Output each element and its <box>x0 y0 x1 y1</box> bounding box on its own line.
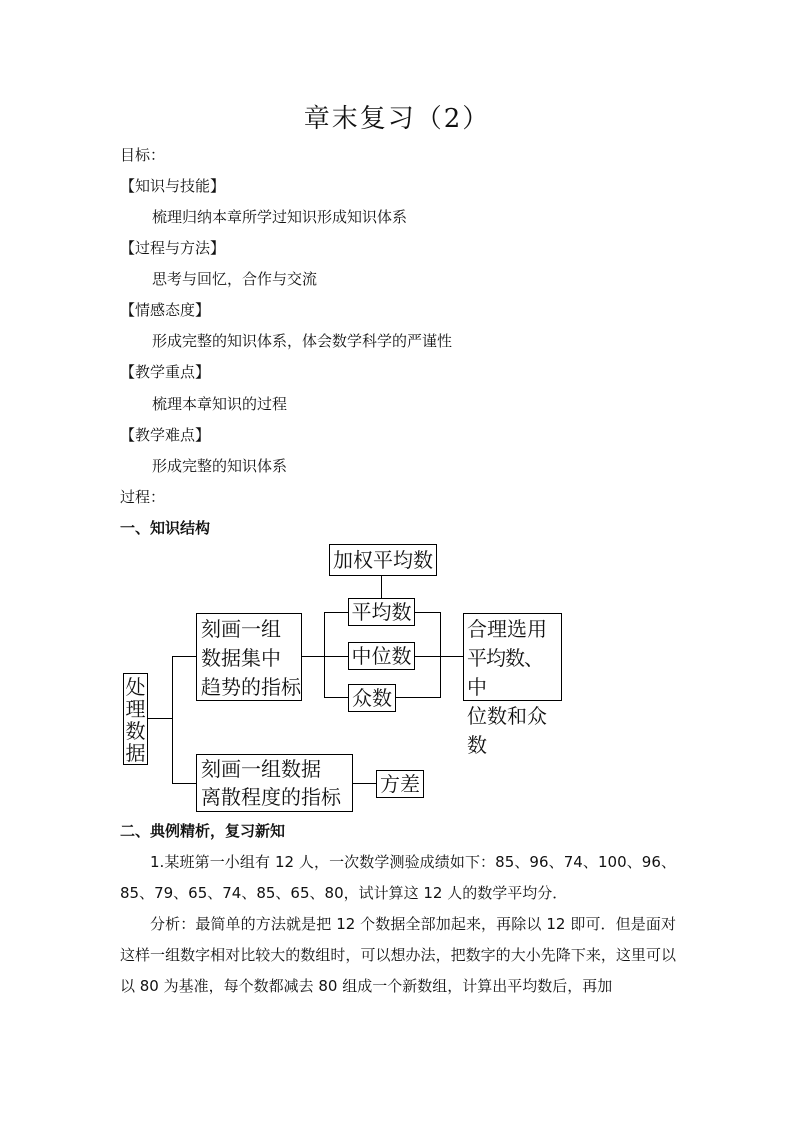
dispersion-line: 刻画一组数据 <box>201 757 321 781</box>
section-content-methods: 思考与回忆，合作与交流 <box>152 270 318 288</box>
connector-line <box>324 612 325 698</box>
section-content-key-point: 梳理本章知识的过程 <box>152 395 288 413</box>
section-content-skills: 梳理归纳本章所学过知识形成知识体系 <box>152 208 408 226</box>
box-weighted-mean: 加权平均数 <box>329 544 437 576</box>
connector-line <box>324 697 348 698</box>
connector-line <box>172 783 196 784</box>
connector-line <box>414 656 440 657</box>
process-data-char: 据 <box>125 741 146 765</box>
section-header-difficulty: 【教学难点】 <box>120 426 211 444</box>
choose-measures-line: 位数和众数 <box>467 704 547 757</box>
connector-line <box>172 656 196 657</box>
section-header-key-point: 【教学重点】 <box>120 363 211 381</box>
process-data-char: 处 <box>125 675 146 699</box>
box-variance: 方差 <box>376 770 424 798</box>
section-content-attitude: 形成完整的知识体系，体会数学科学的严谨性 <box>152 332 453 350</box>
central-tendency-line: 刻画一组 <box>201 617 281 641</box>
box-choose-measures <box>463 613 562 757</box>
section-header-skills: 【知识与技能】 <box>120 177 226 195</box>
process-data-char: 数 <box>125 719 146 743</box>
process-label: 过程： <box>120 488 166 506</box>
central-tendency-line: 趋势的指标 <box>201 675 301 699</box>
connector-line <box>396 697 440 698</box>
connector-line <box>301 656 324 657</box>
goals-label: 目标： <box>120 146 166 164</box>
dispersion-line: 离散程度的指标 <box>201 785 341 809</box>
box-mean: 平均数 <box>348 598 415 626</box>
section-content-difficulty: 形成完整的知识体系 <box>152 457 288 475</box>
heading-knowledge-structure: 一、知识结构 <box>120 519 211 537</box>
choose-measures-line: 平均数、中 <box>467 646 543 699</box>
heading-examples: 二、典例精析，复习新知 <box>120 822 286 840</box>
choose-measures-line: 合理选用 <box>467 617 547 641</box>
connector-line <box>172 656 173 784</box>
connector-line <box>414 612 440 613</box>
section-header-methods: 【过程与方法】 <box>120 239 226 257</box>
box-mode: 众数 <box>348 684 396 712</box>
page-title: 章末复习（2） <box>303 104 491 134</box>
connector-line <box>440 656 463 657</box>
connector-line <box>324 612 348 613</box>
connector-line <box>352 783 376 784</box>
connector-line <box>381 575 382 598</box>
section-header-attitude: 【情感态度】 <box>120 301 211 319</box>
connector-line <box>440 612 441 698</box>
box-process-data <box>123 673 148 765</box>
process-data-char: 理 <box>125 697 146 721</box>
example-problem-1: 1.某班第一小组有 12 人，一次数学测验成绩如下：85、96、74、100、96、85、79、65、74、85、65、80，试计算这 12 人的数学平均分． <box>120 853 676 902</box>
example-analysis: 分析：最简单的方法就是把 12 个数据全部加起来，再除以 12 即可．但是面对这样一组数字相对比较大的数组时，可以想办法，把数字的大小先降下来，这里可以以 80 为基准，每个数都减去 80 组成一个新数组，计算出平均数后，再加 <box>120 915 676 995</box>
box-central-tendency <box>196 613 302 701</box>
box-median: 中位数 <box>348 642 415 670</box>
box-dispersion <box>196 754 353 812</box>
connector-line <box>324 656 348 657</box>
connector-line <box>147 718 172 719</box>
central-tendency-line: 数据集中 <box>201 646 281 670</box>
